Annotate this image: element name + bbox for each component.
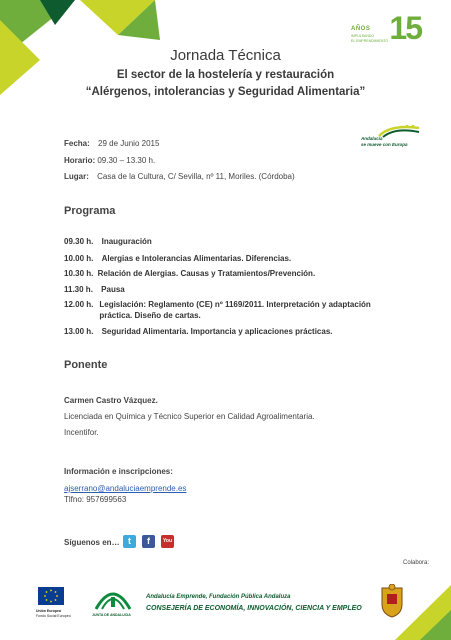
- program-time: 11.30 h.: [64, 285, 93, 294]
- anos-sub1: IMPULSANDO: [351, 34, 375, 38]
- horario-label: Horario:: [64, 156, 96, 165]
- program-item: [64, 299, 404, 321]
- program-item: [64, 253, 404, 264]
- municipal-shield-icon: [378, 584, 406, 618]
- consejeria-label: CONSEJERÍA DE ECONOMÍA, INNOVACIÓN, CIENCIA Y EMPLEO: [146, 605, 362, 612]
- youtube-icon[interactable]: You: [161, 535, 174, 548]
- program-desc: Seguridad Alimentaria. Importancia y aplicaciones prácticas.: [101, 327, 333, 336]
- program-time: 13.00 h.: [64, 327, 94, 336]
- program-desc: Inauguración: [101, 237, 152, 246]
- program-desc: Legislación: Reglamento (CE) nº 1169/2011. Interpretación y adaptación práctica. Diseño de cartas.: [99, 300, 371, 320]
- subtitle-sector: El sector de la hostelería y restauración: [116, 69, 335, 81]
- program-desc: Alergias e Intolerancias Alimentarias. Diferencias.: [101, 254, 292, 263]
- program-time: 10.00 h.: [64, 254, 94, 263]
- horario-value: 09.30 – 13.30 h.: [97, 156, 156, 165]
- program-time: 12.00 h.: [64, 300, 94, 309]
- ponente-affiliation: Incentifor.: [64, 428, 99, 437]
- horario-row: [64, 156, 155, 165]
- program-item: [64, 236, 404, 247]
- facebook-icon[interactable]: f: [142, 535, 155, 548]
- phone-number: Tlfno: 957699563: [64, 495, 127, 504]
- lugar-row: [64, 172, 295, 181]
- page-title: Jornada Técnica: [170, 47, 281, 64]
- junta-andalucia-logo-icon: [92, 583, 134, 613]
- ponente-heading: Ponente: [64, 359, 108, 371]
- twitter-icon[interactable]: t: [123, 535, 136, 548]
- eu-line1: Unión Europea: [36, 609, 61, 613]
- lugar-label: Lugar:: [64, 172, 89, 181]
- andalucia-europa-logo: [361, 124, 421, 154]
- eu-flag-icon: [38, 587, 64, 605]
- eu-line2: Fondo Social Europeo: [36, 614, 71, 618]
- europa-line1: Andalucía: [361, 136, 383, 141]
- program-desc: Relación de Alergias. Causas y Tratamientos/Prevención.: [97, 269, 316, 278]
- social-label: Síguenos en…: [64, 538, 120, 547]
- anos-label: AÑOS: [351, 26, 371, 32]
- colabora-label: Colabora:: [402, 560, 429, 566]
- ponente-name: Carmen Castro Vázquez.: [64, 396, 158, 405]
- subtitle-topic: “Alérgenos, intolerancias y Seguridad Alimentaria”: [85, 86, 366, 98]
- anos-sub2: EL EMPRENDIMIENTO: [351, 39, 389, 43]
- lugar-value: Casa de la Cultura, C/ Sevilla, nº 11, Moriles. (Córdoba): [97, 172, 295, 181]
- europa-line2: se mueve con Europa: [361, 142, 408, 147]
- fifteen-years-logo: [321, 12, 421, 48]
- fecha-row: [64, 139, 159, 148]
- program-item: [64, 284, 404, 295]
- contacto-heading: Información e inscripciones:: [64, 467, 173, 476]
- fecha-label: Fecha:: [64, 139, 90, 148]
- junta-label: JUNTA DE ANDALUCIA: [92, 613, 131, 617]
- fifteen-number: 15: [389, 10, 421, 46]
- fundacion-label: Andalucía Emprende, Fundación Pública Andaluza: [146, 594, 291, 600]
- program-time: 09.30 h.: [64, 237, 94, 246]
- program-desc: Pausa: [101, 285, 125, 294]
- program-item: [64, 268, 404, 279]
- program-time: 10.30 h.: [64, 269, 94, 278]
- fecha-value: 29 de Junio 2015: [98, 139, 160, 148]
- programa-heading: Programa: [64, 205, 116, 217]
- program-item: [64, 326, 404, 337]
- ponente-credentials: Licenciada en Química y Técnico Superior en Calidad Agroalimentaria.: [64, 412, 315, 421]
- email-link[interactable]: ajserrano@andaluciaemprende.es: [64, 484, 187, 493]
